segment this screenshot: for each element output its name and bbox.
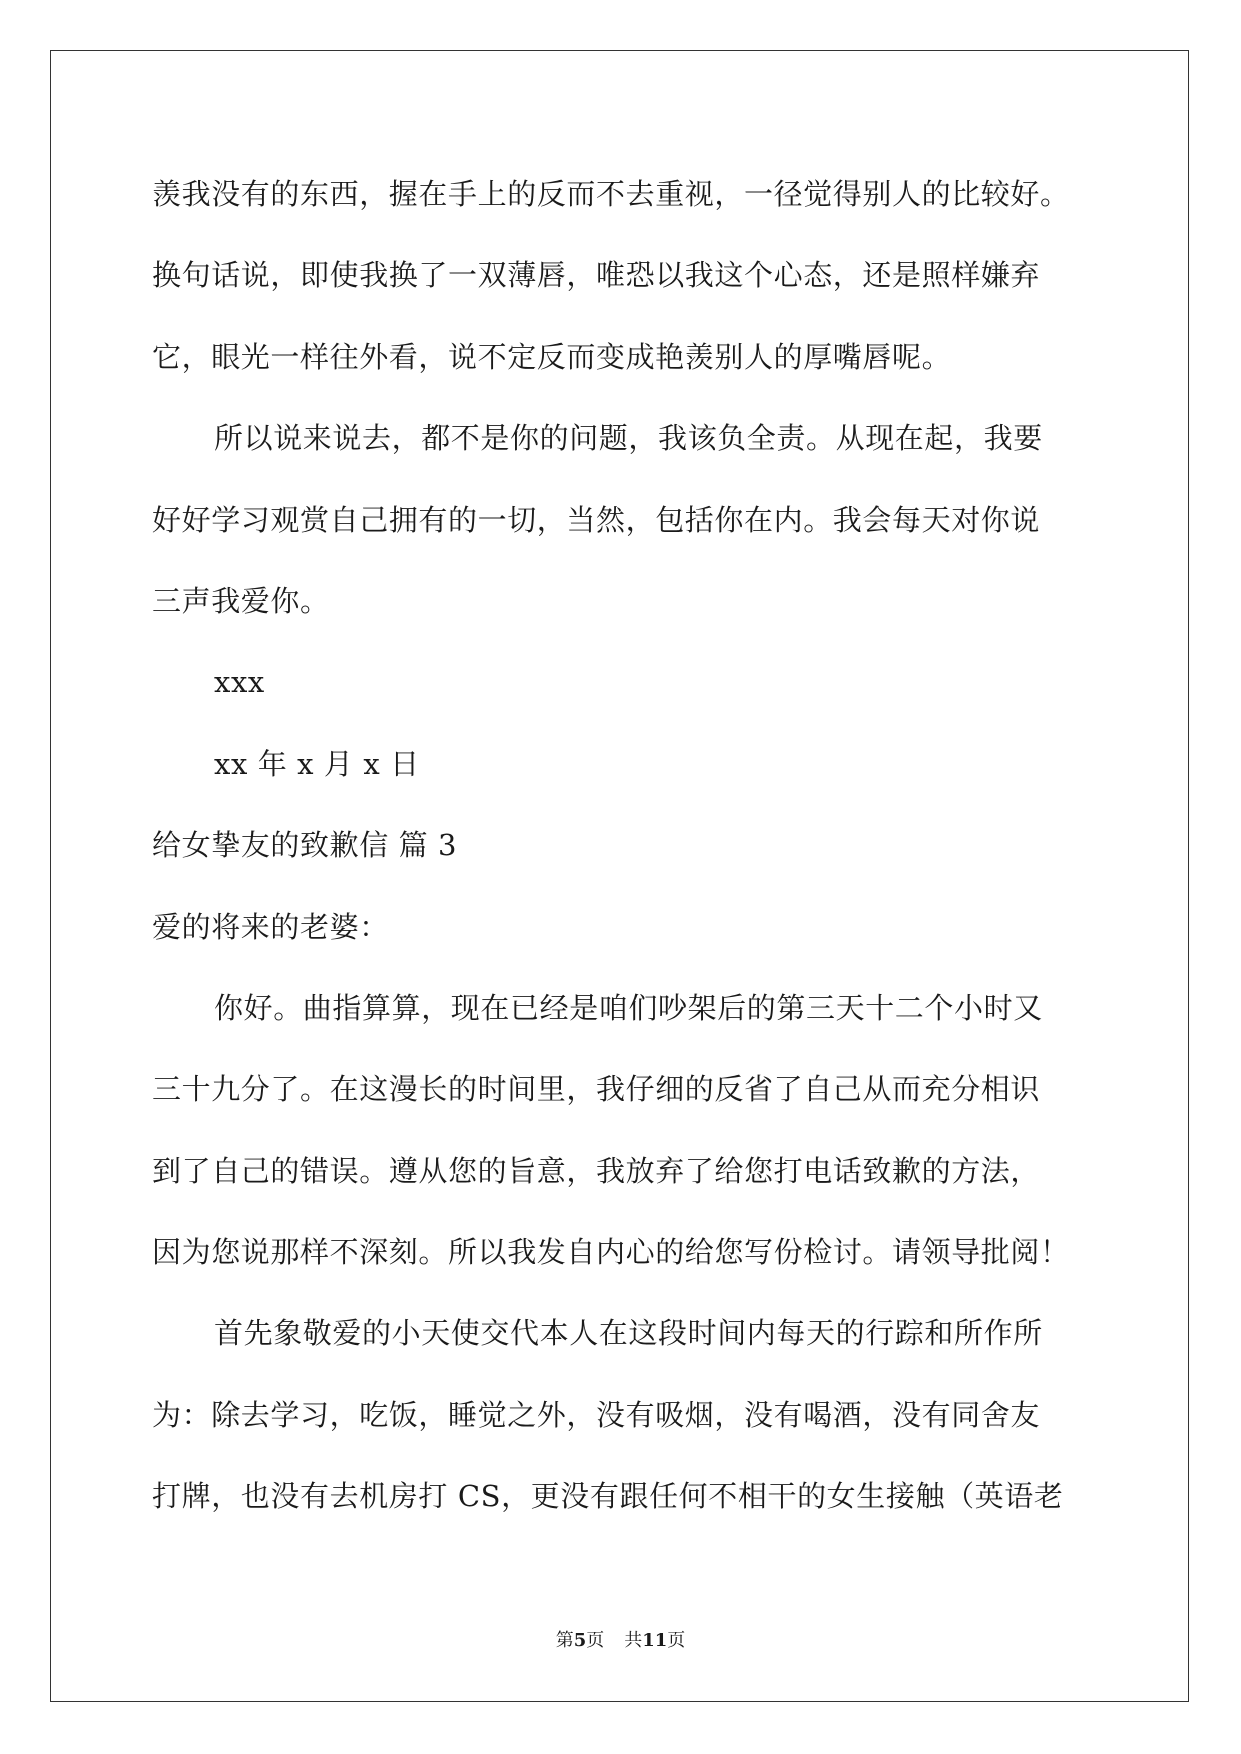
page-footer [0,1626,1241,1652]
text-line-3: 它，眼光一样往外看，说不定反而变成艳羡别人的厚嘴唇呢。 [152,339,952,374]
footer-page-suffix: 页 [586,1630,605,1651]
text-line-1: 羡我没有的东西，握在手上的反而不去重视，一径觉得别人的比较好。 [152,177,1070,211]
total-page-count: 11 [642,1630,668,1651]
signature-date: xx 年 x 月 x 日 [214,746,420,781]
text-line-6: 三声我爱你。 [152,583,330,618]
salutation: 爱的将来的老婆： [152,909,389,944]
text-line-5: 好好学习观赏自己拥有的一切，当然，包括你在内。我会每天对你说 [152,502,1041,537]
footer-total-prefix: 共 [624,1630,643,1651]
text-line-16: 为：除去学习，吃饭，睡觉之外，没有吸烟，没有喝酒，没有同舍友 [152,1397,1041,1432]
document-body [152,154,1092,1538]
text-line-2: 换句话说，即使我换了一双薄唇，唯恐以我这个心态，还是照样嫌弃 [152,258,1041,293]
text-line-14: 因为您说那样不深刻。所以我发自内心的给您写份检讨。请领导批阅！ [152,1235,1070,1270]
text-line-17: 打牌，也没有去机房打 CS，更没有跟任何不相干的女生接触（英语老 [152,1479,1064,1514]
text-line-15: 首先象敬爱的小天使交代本人在这段时间内每天的行踪和所作所 [214,1316,1043,1351]
text-line-12: 三十九分了。在这漫长的时间里，我仔细的反省了自己从而充分相识 [152,1072,1041,1107]
footer-total-suffix: 页 [667,1630,686,1651]
text-line-11: 你好。曲指算算，现在已经是咱们吵架后的第三天十二个小时又 [214,990,1043,1025]
section-heading: 给女挚友的致歉信 篇 3 [152,828,458,863]
footer-prefix: 第 [555,1630,574,1651]
current-page-number: 5 [573,1630,587,1651]
text-line-4: 所以说来说去，都不是你的问题，我该负全责。从现在起，我要 [214,421,1043,456]
text-line-13: 到了自己的错误。遵从您的旨意，我放弃了给您打电话致歉的方法， [152,1153,1041,1188]
signature-name: xxx [214,665,265,700]
